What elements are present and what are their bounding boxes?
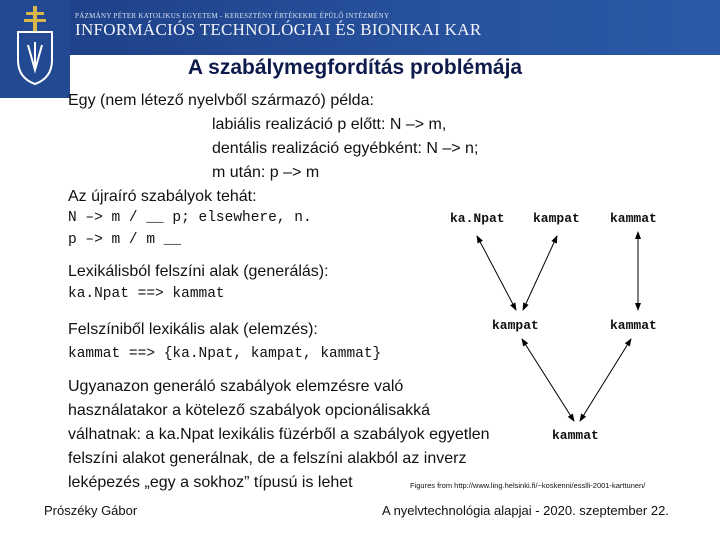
slide-title: A szabálymegfordítás problémája: [187, 56, 523, 79]
footer-course: A nyelvtechnológia alapjai - 2020. szeptember 22.: [382, 503, 669, 518]
text-line: Az újraíró szabályok tehát:: [68, 188, 257, 205]
code-line: kammat ==> {ka.Npat, kampat, kammat}: [68, 346, 382, 362]
diagram-node: ka.Npat: [450, 211, 505, 226]
text-line: válhatnak: a ka.Npat lexikális füzérből a szabályok egyetlen: [68, 426, 490, 443]
diagram-node: kampat: [492, 318, 539, 333]
diagram-node: kampat: [533, 211, 580, 226]
diagram-node: kammat: [610, 318, 657, 333]
code-line: p –> m / m __: [68, 232, 182, 248]
faculty-name: INFORMÁCIÓS TECHNOLÓGIAI ÉS BIONIKAI KAR: [75, 20, 482, 39]
diagram-node: kammat: [552, 428, 599, 443]
text-line: Lexikálisból felszíni alak (generálás):: [68, 263, 329, 280]
diagram-node: kammat: [610, 211, 657, 226]
text-line: dentális realizáció egyébként: N –> n;: [212, 140, 479, 157]
text-line: m után: p –> m: [212, 164, 320, 181]
text-line: Ugyanazon generáló szabályok elemzésre való: [68, 378, 404, 395]
code-line: ka.Npat ==> kammat: [68, 286, 225, 302]
text-line: labiális realizáció p előtt: N –> m,: [212, 116, 447, 133]
text-line: felszíni alakot generálnak, de a felszíni alakból az inverz: [68, 450, 467, 467]
university-name: PÁZMÁNY PÉTER KATOLIKUS EGYETEM - KERESZTÉNY ÉRTÉKEKRE ÉPÜLŐ INTÉZMÉNY: [75, 12, 390, 20]
text-line: használatakor a kötelező szabályok opcionálisakká: [68, 402, 430, 419]
text-line: leképezés „egy a sokhoz” típusú is lehet: [68, 474, 353, 491]
code-line: N –> m / __ p; elsewhere, n.: [68, 210, 312, 226]
footer-author: Prószéky Gábor: [44, 503, 138, 518]
text-line: Felszíniből lexikális alak (elemzés):: [68, 321, 318, 338]
figure-caption: Figures from http://www.ling.helsinki.fi/~koskenni/esslli-2001-karttunen/: [410, 481, 646, 490]
text-line: Egy (nem létező nyelvből származó) példa:: [68, 92, 374, 109]
